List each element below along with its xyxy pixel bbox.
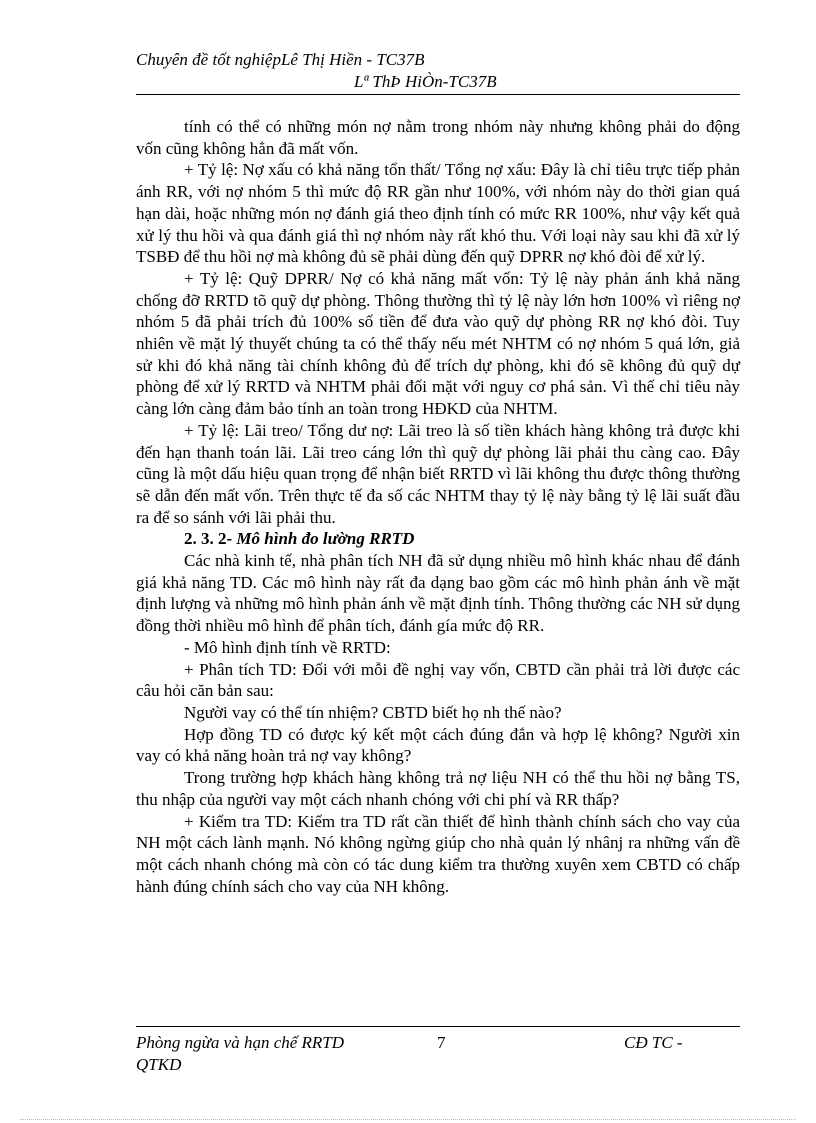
section-title: Mô hình đo lường RRTD [236,529,415,549]
paragraph: + Kiểm tra TD: Kiểm tra TD rất cần thiết để hình thành chính sách cho vay của NH một cách lành mạnh. Nó không ngừng giúp cho nhà quản lý nhânj ra những vấn đề một cách nhanh chóng mà còn có tác dung kiểm tra thường xuyên xem CBTD có chấp hành đúng chính sách cho vay của NH không. [136,811,740,896]
paragraph: Người vay có thể tín nhiệm? CBTD biết họ nh thế nào? [184,702,562,722]
section-heading [136,528,740,550]
paragraph: + Tỷ lệ: Lãi treo/ Tổng dư nợ: Lãi treo là số tiền khách hàng không trả được khi đến hạn thanh toán lãi. Lãi treo cáng lớn thì quỹ dự phòng lãi phải thu càng cao. Đây cũng là một dấu hiệu quan trọng để nhận biết RRTD vì lãi không thu được thông thường sẽ dẫn đến mất vốn. Trên thực tế đa số các NHTM thay tỷ lệ này bằng tỷ lệ lãi suất đầu ra để so sánh với lãi phải thu. [136,420,740,527]
running-header-title: Chuyên đề tốt nghiệpLê Thị Hiền - TC37B [136,50,425,69]
section-number: 2. 3. 2- [184,529,237,549]
footer-rule [136,1026,740,1027]
paragraph: + Phân tích TD: Đối với mỗi đề nghị vay vốn, CBTD cần phải trả lời được các câu hỏi căn bản sau: [136,659,740,701]
paragraph: Các nhà kinh tế, nhà phân tích NH đã sử dụng nhiều mô hình khác nhau để đánh giá khả năng TD. Các mô hình này rất đa dạng bao gồm các mô hình phản ánh về mặt định lượng và những mô hình phản ánh về mặt định tính. Thông thường các NH sử dụng đồng thời nhiều mô hình để phân tích, đánh gía mức độ RR. [136,551,740,636]
footer-title: Phòng ngừa và hạn chế RRTD [136,1033,345,1052]
paragraph: Hợp đồng TD có được ký kết một cách đúng đắn và hợp lệ không? Người xin vay có khả năng hoàn trả nợ vay không? [136,724,740,766]
page-edge-divider [20,1119,796,1120]
running-header-author: Lª ThÞ HiÒn-TC37B [354,72,497,91]
page-number: 7 [437,1033,446,1052]
paragraph: - Mô hình định tính về RRTD: [184,637,391,657]
page-body [136,116,740,897]
paragraph: + Tỷ lệ: Quỹ DPRR/ Nợ có khả năng mất vốn: Tỷ lệ này phản ánh khả năng chống đỡ RRTD tõ quỹ dự phòng. Thông thường thì tỷ lệ này lớn hơn 100% vì riêng nợ nhóm 5 đã phải trích đủ 100% số tiền để đưa vào quỹ dự phòng RR nợ khó đòi. Tuy nhiên về mặt lý thuyết chúng ta có thể thấy nếu mét NHTM có nợ nhóm 5 quá lớn, giả sử khi đó khả năng tài chính không đủ để trích dự phòng, khi đó sẽ không đủ quỹ dự phòng để xử lý RRTD và NHTM phải đối mặt với nguy cơ phá sản. Vì thế chỉ tiêu này càng lớn càng đảm bảo tính an toàn trong HĐKD của NHTM. [136,268,740,419]
paragraph: tính có thể có những món nợ nằm trong nhóm này nhưng không phải do động vốn cũng không hẳn đã mất vốn. [136,117,740,158]
header-rule [136,94,740,95]
paragraph: + Tỷ lệ: Nợ xấu có khả năng tổn thất/ Tổng nợ xấu: Đây là chỉ tiêu trực tiếp phản ánh RR, với nợ nhóm 5 thì mức độ RR gần như 100%, với nhóm này do thời gian quá hạn dài, hoặc những món nợ đánh giá theo định tính có mức RR 100%, như vậy kết quả xử lý thu hồi và qua đánh giá thì nợ nhóm này rất khó thu. Với loại này sau khi đã xử lý TSBĐ để thu hồi nợ mà không đủ sẽ phải dùng đến quỹ DPRR nợ khó đòi để xử lý. [136,160,740,267]
footer-department-cont: QTKD [136,1055,182,1074]
footer-department: CĐ TC - [624,1033,683,1052]
paragraph: Trong trường hợp khách hàng không trả nợ liệu NH có thể thu hồi nợ bằng TS, thu nhập của người vay một cách nhanh chóng với chi phí và RR thấp? [136,768,740,809]
